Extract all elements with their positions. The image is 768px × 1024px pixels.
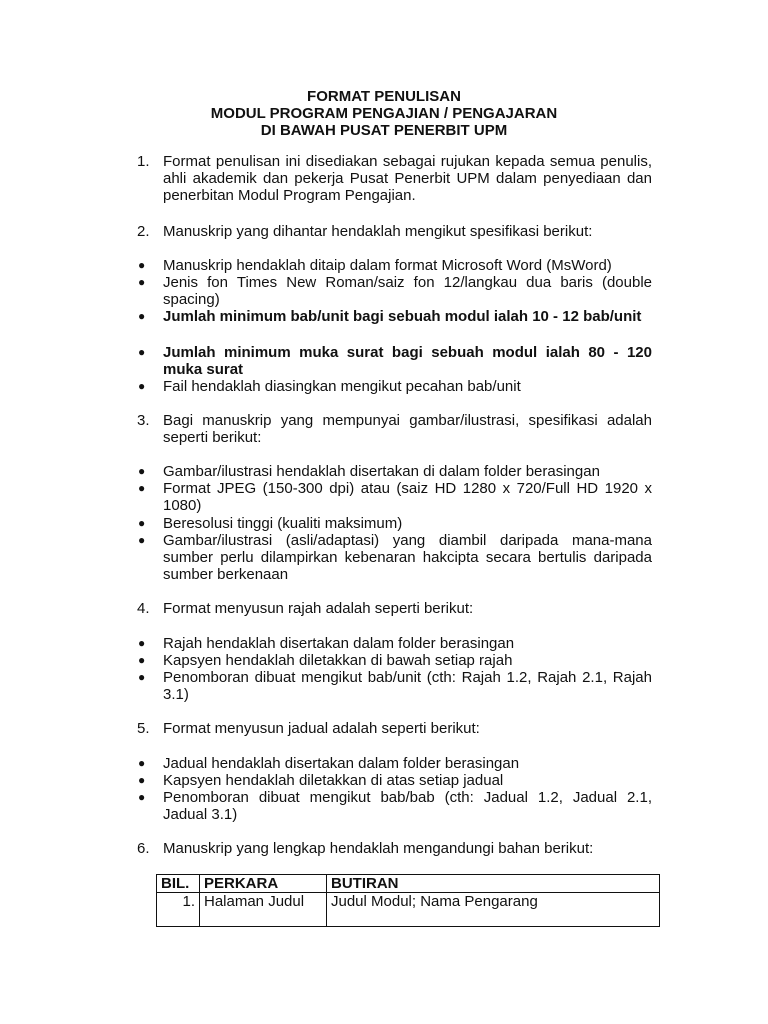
bullet-icon: ●: [138, 756, 146, 770]
bullet-icon: ●: [138, 379, 146, 393]
bullet-icon: ●: [138, 636, 146, 650]
header-butiran: BUTIRAN: [327, 875, 660, 893]
section-number: 3.: [137, 412, 150, 429]
bullet-text: Beresolusi tinggi (kualiti maksimum): [163, 515, 403, 532]
bullet-text: Rajah hendaklah disertakan dalam folder berasingan: [163, 635, 515, 652]
bullet-icon: ●: [138, 653, 146, 667]
section-number: 5.: [137, 720, 150, 737]
bullet-text: Jenis fon Times New Roman/saiz fon 12/langkau dua baris (double spacing): [163, 274, 652, 308]
section-number: 2.: [137, 223, 150, 240]
bullet-icon: ●: [138, 275, 146, 289]
section-number: 6.: [137, 840, 150, 857]
materials-table: [156, 874, 660, 927]
cell-bil: 1.: [157, 893, 200, 927]
header-perkara: PERKARA: [200, 875, 327, 893]
bullet-text: Gambar/ilustrasi hendaklah disertakan di dalam folder berasingan: [163, 463, 600, 480]
cell-butiran: Judul Modul; Nama Pengarang: [327, 893, 660, 927]
title-line-3: DI BAWAH PUSAT PENERBIT UPM: [260, 122, 508, 139]
bullet-text: Penomboran dibuat mengikut bab/bab (cth: Jadual 1.2, Jadual 2.1, Jadual 3.1): [163, 789, 652, 823]
bullet-icon: ●: [138, 790, 146, 804]
title-line-1: FORMAT PENULISAN: [307, 88, 461, 105]
section-text: Format penulisan ini disediakan sebagai rujukan kepada semua penulis, ahli akademik dan pekerja Pusat Penerbit UPM dalam penyediaan dan penerbitan Modul Program Pengajian.: [163, 153, 652, 204]
bullet-text: Jadual hendaklah disertakan dalam folder berasingan: [163, 755, 520, 772]
bullet-icon: ●: [138, 670, 146, 684]
bullet-icon: ●: [138, 533, 146, 547]
section-number: 1.: [137, 153, 150, 170]
cell-perkara: Halaman Judul: [200, 893, 327, 927]
section-text: Format menyusun rajah adalah seperti berikut:: [163, 600, 474, 617]
table-row: [157, 893, 660, 927]
document-title: [0, 88, 768, 139]
bullet-icon: ●: [138, 345, 146, 359]
bullet-icon: ●: [138, 464, 146, 478]
title-line-2: MODUL PROGRAM PENGAJIAN / PENGAJARAN: [210, 105, 558, 122]
bullet-icon: ●: [138, 773, 146, 787]
section-text: Manuskrip yang dihantar hendaklah mengikut spesifikasi berikut:: [163, 223, 593, 240]
bullet-icon: ●: [138, 481, 146, 495]
bullet-text: Fail hendaklah diasingkan mengikut pecahan bab/unit: [163, 378, 521, 395]
section-text: Manuskrip yang lengkap hendaklah mengandungi bahan berikut:: [163, 840, 594, 857]
bullet-icon: ●: [138, 258, 146, 272]
section-number: 4.: [137, 600, 150, 617]
bullet-text: Format JPEG (150-300 dpi) atau (saiz HD 1280 x 720/Full HD 1920 x 1080): [163, 480, 652, 514]
table-header-row: [157, 875, 660, 893]
bullet-text: Manuskrip hendaklah ditaip dalam format Microsoft Word (MsWord): [163, 257, 612, 274]
section-text: Bagi manuskrip yang mempunyai gambar/ilustrasi, spesifikasi adalah seperti berikut:: [163, 412, 652, 446]
bullet-text: Kapsyen hendaklah diletakkan di bawah setiap rajah: [163, 652, 513, 669]
bullet-text: Jumlah minimum bab/unit bagi sebuah modul ialah 10 - 12 bab/unit: [163, 308, 642, 325]
bullet-text: Kapsyen hendaklah diletakkan di atas setiap jadual: [163, 772, 504, 789]
bullet-icon: ●: [138, 516, 146, 530]
bullet-icon: ●: [138, 309, 146, 323]
section-text: Format menyusun jadual adalah seperti berikut:: [163, 720, 480, 737]
header-bil: BIL.: [157, 875, 200, 893]
bullet-text: Jumlah minimum muka surat bagi sebuah modul ialah 80 - 120 muka surat: [163, 344, 652, 378]
bullet-text: Penomboran dibuat mengikut bab/unit (cth: Rajah 1.2, Rajah 2.1, Rajah 3.1): [163, 669, 652, 703]
bullet-text: Gambar/ilustrasi (asli/adaptasi) yang diambil daripada mana-mana sumber perlu dilampirkan kebenaran hakcipta secara bertulis daripada sumber berkenaan: [163, 532, 652, 583]
